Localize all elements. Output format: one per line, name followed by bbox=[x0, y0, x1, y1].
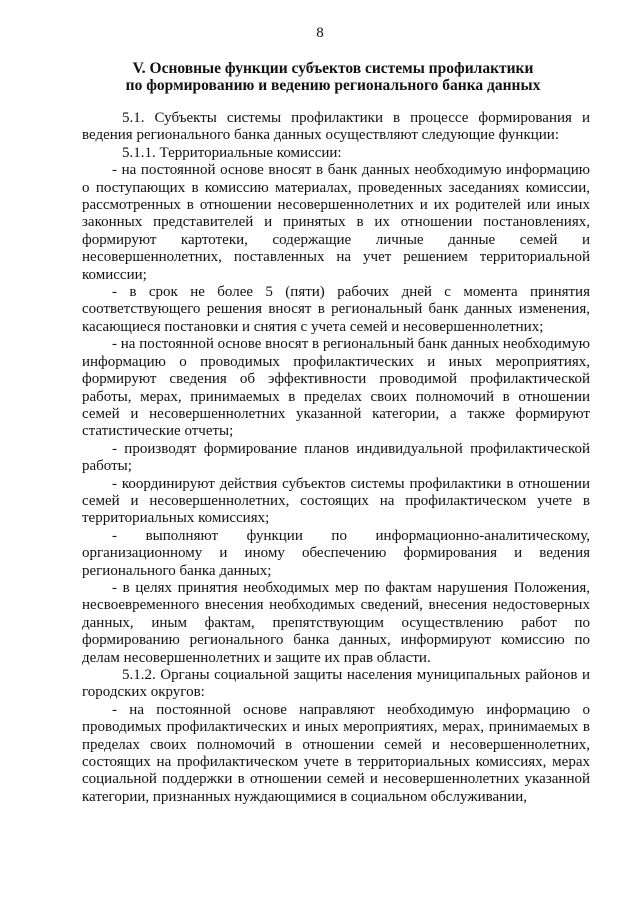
document-body bbox=[82, 110, 590, 806]
subsection-heading-5-1-1: 5.1.1. Территориальные комиссии: bbox=[122, 144, 342, 161]
list-item: - на постоянной основе направляют необходимую информацию о проводимых профилактических и иных мероприятиях, мерах, принимаемых в пределах своих полномочий в отношении семей и несовершеннолетних, состоящих на профилактическом учете в территориальных комиссиях, мерах социальной поддержки в отношении семей и несовершеннолетних указанной категории, признанных нуждающимися в социальном обслуживании, bbox=[82, 701, 590, 805]
list-item: - в срок не более 5 (пяти) рабочих дней с момента принятия соответствующего решения вносят в региональный банк данных изменения, касающиеся постановки и снятия с учета семей и несовершеннолетних; bbox=[82, 284, 590, 335]
list-item: - координируют действия субъектов системы профилактики в отношении семей и несовершеннолетних, состоящих на профилактическом учете в территориальных комиссиях; bbox=[82, 475, 590, 527]
section-title-line-1: V. Основные функции субъектов системы профилактики bbox=[132, 60, 534, 77]
section-title bbox=[70, 60, 596, 94]
list-item: - в целях принятия необходимых мер по фактам нарушения Положения, несвоевременного внесения необходимых сведений, внесения недостоверных данных, иным фактам, препятствующим осуществлению работ по формированию регионального банка данных, информируют комиссию по делам несовершеннолетних и защите их прав области. bbox=[82, 579, 590, 666]
list-item: - на постоянной основе вносят в региональный банк данных необходимую информацию о проводимых профилактических и иных мероприятиях, формируют сведения об эффективности проводимой профилактической работы, мерах, принимаемых в пределах своих полномочий в отношении семей и несовершеннолетних указанной категории, а также формируют статистические отчеты; bbox=[82, 336, 590, 440]
subsection-heading-5-1-2: 5.1.2. Органы социальной защиты населения муниципальных районов и городских округов: bbox=[82, 667, 590, 701]
intro-paragraph: 5.1. Субъекты системы профилактики в процессе формирования и ведения регионального банка данных осуществляют следующие функции: bbox=[82, 110, 590, 144]
page-number: 8 bbox=[316, 25, 324, 41]
list-item: - выполняют функции по информационно-аналитическому, организационному и иному обеспечению формирования и ведения регионального банка данных; bbox=[82, 527, 590, 579]
section-title-line-2: по формированию и ведению регионального банка данных bbox=[125, 77, 541, 94]
list-item: - на постоянной основе вносят в банк данных необходимую информацию о поступающих в комиссию материалах, проведенных заседаниях комиссии, рассмотренных в отношении несовершеннолетних и их родителей или иных законных представителей и принятых в их отношении постановлениях, формируют картотеки, содержащие личные данные семей и несовершеннолетних, поставленных на учет решением территориальной комиссии; bbox=[82, 162, 590, 283]
list-item: - производят формирование планов индивидуальной профилактической работы; bbox=[82, 440, 590, 475]
